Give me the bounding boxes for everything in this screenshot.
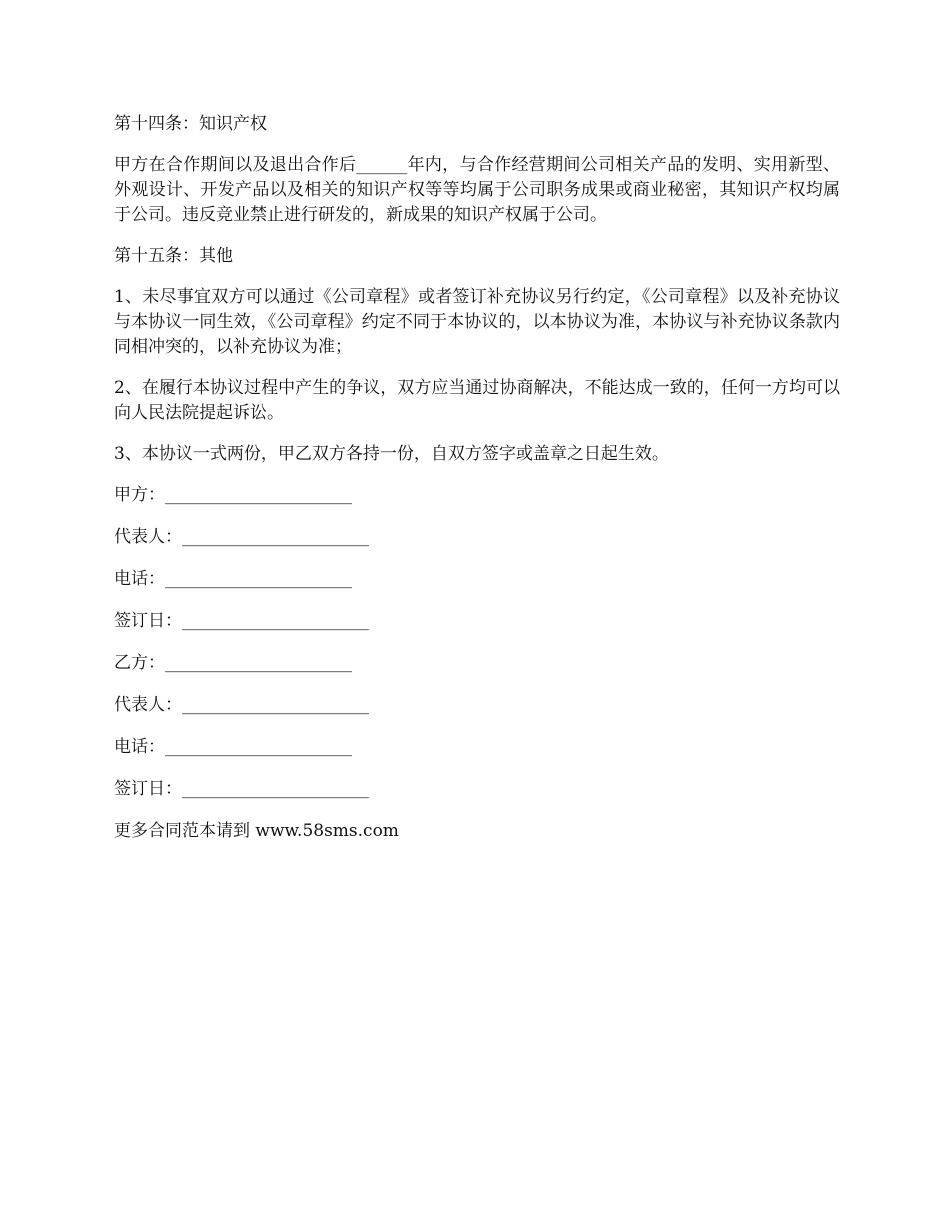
signature-blank: ______________________ xyxy=(182,779,369,799)
signature-blank: ______________________ xyxy=(165,485,352,505)
article-15-title: 第十五条：其他 xyxy=(114,246,233,266)
signature-blank: ______________________ xyxy=(165,653,352,673)
footer-link-text: 更多合同范本请到 www.58sms.com xyxy=(114,821,399,841)
article-15-item-1: 1、未尽事宜双方可以通过《公司章程》或者签订补充协议另行约定，《公司章程》以及补充协议与本协议一同生效，《公司章程》约定不同于本协议的，以本协议为准，本协议与补充协议条款内同相冲突的，以补充协议为准； xyxy=(114,287,840,357)
signature-label: 乙方： xyxy=(114,653,165,673)
signature-blank: ______________________ xyxy=(165,737,352,757)
article-15-item-2: 2、在履行本协议过程中产生的争议，双方应当通过协商解决，不能达成一致的，任何一方均可以向人民法院提起诉讼。 xyxy=(114,378,840,423)
signature-phone-b xyxy=(114,735,840,760)
signature-party-b xyxy=(114,651,840,676)
signature-phone-a xyxy=(114,567,840,592)
signature-date-a xyxy=(114,609,840,634)
article-14-body: 甲方在合作期间以及退出合作后______年内，与合作经营期间公司相关产品的发明、实用新型、外观设计、开发产品以及相关的知识产权等等均属于公司职务成果或商业秘密，其知识产权均属于公司。违反竞业禁止进行研发的，新成果的知识产权属于公司。 xyxy=(114,155,840,225)
signature-label: 签订日： xyxy=(114,611,182,631)
article-14-title: 第十四条：知识产权 xyxy=(114,114,267,134)
signature-rep-b xyxy=(114,693,840,718)
document-body xyxy=(114,112,840,861)
signature-blank: ______________________ xyxy=(182,611,369,631)
signature-party-a xyxy=(114,483,840,508)
signature-date-b xyxy=(114,777,840,802)
signature-blank: ______________________ xyxy=(182,695,369,715)
signature-rep-a xyxy=(114,525,840,550)
signature-label: 签订日： xyxy=(114,779,182,799)
signature-label: 代表人： xyxy=(114,695,182,715)
signature-label: 甲方： xyxy=(114,485,165,505)
signature-label: 电话： xyxy=(114,737,165,757)
signature-label: 代表人： xyxy=(114,527,182,547)
signature-blank: ______________________ xyxy=(165,569,352,589)
signature-blank: ______________________ xyxy=(182,527,369,547)
article-15-item-3: 3、本协议一式两份，甲乙双方各持一份，自双方签字或盖章之日起生效。 xyxy=(114,444,669,464)
signature-label: 电话： xyxy=(114,569,165,589)
